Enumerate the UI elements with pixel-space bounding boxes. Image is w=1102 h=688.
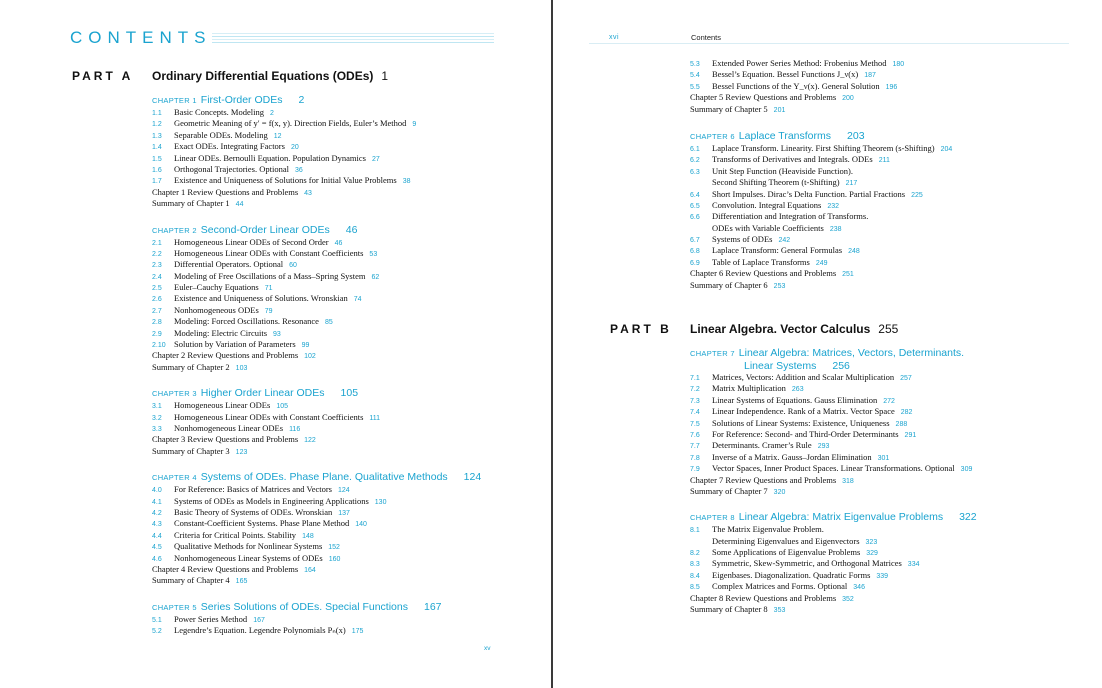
toc-entry[interactable]: 6.2 Transforms of Derivatives and Integrals. ODEs 211	[690, 154, 890, 165]
part-a-page: 1	[381, 69, 389, 83]
toc-entry[interactable]: 6.3 Unit Step Function (Heaviside Function).	[690, 165, 853, 176]
toc-entry[interactable]: 1.4 Exact ODEs. Integrating Factors 20	[152, 141, 299, 152]
running-head: Contents	[691, 33, 722, 42]
left-toc-column	[152, 94, 481, 636]
toc-entry[interactable]: 6.5 Convolution. Integral Equations 232	[690, 199, 839, 210]
toc-entry[interactable]: 3.2 Homogeneous Linear ODEs with Constant Coefficients 111	[152, 411, 381, 422]
toc-entry[interactable]: 4.1 Systems of ODEs as Models in Engineering Applications 130	[152, 495, 387, 506]
toc-entry[interactable]: Chapter 8 Review Questions and Problems 352	[690, 592, 854, 603]
toc-entry[interactable]: 6.7 Systems of ODEs 242	[690, 234, 791, 245]
toc-entry[interactable]: 2.4 Modeling of Free Oscillations of a Mass–Spring System 62	[152, 270, 380, 281]
toc-entry[interactable]: 8.3 Symmetric, Skew-Symmetric, and Orthogonal Matrices 334	[690, 558, 920, 569]
part-b-label: PART B	[610, 322, 672, 336]
toc-entry[interactable]: Chapter 1 Review Questions and Problems 43	[152, 186, 312, 197]
toc-entry[interactable]: 7.2 Matrix Multiplication 263	[690, 383, 804, 394]
chapter-heading[interactable]: CHAPTER 4 Systems of ODEs. Phase Plane. Qualitative Methods 124	[152, 471, 482, 484]
toc-entry[interactable]: ODEs with Variable Coefficients 238	[712, 222, 842, 233]
toc-entry[interactable]: 6.1 Laplace Transform. Linearity. First Shifting Theorem (s-Shifting) 204	[690, 142, 953, 153]
toc-entry[interactable]: 7.3 Linear Systems of Equations. Gauss Elimination 272	[690, 394, 895, 405]
toc-entry[interactable]: 2.6 Existence and Uniqueness of Solutions. Wronskian 74	[152, 293, 362, 304]
page-number: xvi	[609, 34, 620, 41]
toc-entry[interactable]: Summary of Chapter 4 165	[152, 575, 248, 586]
toc-entry[interactable]: Chapter 7 Review Questions and Problems 318	[690, 474, 854, 485]
toc-entry[interactable]: 2.8 Modeling: Forced Oscillations. Resonance 85	[152, 316, 333, 327]
right-toc-column-2	[690, 347, 977, 615]
toc-entry[interactable]: Second Shifting Theorem (t-Shifting) 217	[712, 177, 858, 188]
toc-entry[interactable]: Summary of Chapter 7 320	[690, 485, 786, 496]
toc-entry[interactable]: Chapter 6 Review Questions and Problems 251	[690, 268, 854, 279]
toc-entry[interactable]: 8.4 Eigenbases. Diagonalization. Quadratic Forms 339	[690, 569, 889, 580]
toc-entry[interactable]: 6.4 Short Impulses. Dirac’s Delta Function. Partial Fractions 225	[690, 188, 923, 199]
toc-entry[interactable]: Summary of Chapter 6 253	[690, 279, 786, 290]
toc-entry[interactable]: 4.6 Nonhomogeneous Linear Systems of ODEs 160	[152, 552, 341, 563]
part-b-page: 255	[878, 322, 899, 336]
part-b-title-text: Linear Algebra. Vector Calculus	[690, 322, 871, 336]
toc-entry[interactable]: Summary of Chapter 3 123	[152, 445, 248, 456]
toc-entry[interactable]: 5.3 Extended Power Series Method: Frobenius Method 180	[690, 58, 905, 68]
toc-entry[interactable]: 2.10 Solution by Variation of Parameters 99	[152, 339, 310, 350]
contents-heading: CONTENTS	[70, 28, 212, 47]
toc-entry[interactable]: Summary of Chapter 5 201	[690, 103, 786, 114]
toc-entry[interactable]: Summary of Chapter 2 103	[152, 361, 248, 372]
toc-entry[interactable]: 4.0 For Reference: Basics of Matrices and Vectors 124	[152, 484, 350, 495]
toc-entry[interactable]: 2.1 Homogeneous Linear ODEs of Second Order 46	[152, 236, 343, 247]
toc-entry[interactable]: 4.2 Basic Theory of Systems of ODEs. Wronskian 137	[152, 506, 350, 517]
toc-entry[interactable]: 2.9 Modeling: Electric Circuits 93	[152, 327, 281, 338]
toc-entry[interactable]: 7.7 Determinants. Cramer’s Rule 293	[690, 440, 830, 451]
toc-entry[interactable]: 7.6 For Reference: Second- and Third-Order Determinants 291	[690, 428, 917, 439]
toc-entry[interactable]: 4.3 Constant-Coefficient Systems. Phase Plane Method 140	[152, 518, 367, 529]
part-a-label: PART A	[72, 69, 134, 83]
right-page	[553, 0, 1102, 688]
toc-entry[interactable]: 6.8 Laplace Transform: General Formulas 248	[690, 245, 860, 256]
toc-entry[interactable]: 7.5 Solutions of Linear Systems: Existence, Uniqueness 288	[690, 417, 908, 428]
toc-entry[interactable]: 2.7 Nonhomogeneous ODEs 79	[152, 304, 273, 315]
toc-entry[interactable]: Chapter 2 Review Questions and Problems 102	[152, 350, 316, 361]
chapter-heading[interactable]: CHAPTER 8 Linear Algebra: Matrix Eigenvalue Problems 322	[690, 511, 977, 524]
toc-entry[interactable]: 2.5 Euler–Cauchy Equations 71	[152, 282, 273, 293]
toc-entry[interactable]: 1.2 Geometric Meaning of y′ = f(x, y). Direction Fields, Euler’s Method 9	[152, 118, 417, 129]
toc-entry[interactable]: 7.8 Inverse of a Matrix. Gauss–Jordan Elimination 301	[690, 451, 890, 462]
toc-entry[interactable]: 1.7 Existence and Uniqueness of Solutions for Initial Value Problems 38	[152, 175, 411, 186]
toc-entry[interactable]: Determining Eigenvalues and Eigenvectors 323	[712, 535, 878, 546]
toc-entry[interactable]: Summary of Chapter 8 353	[690, 604, 786, 615]
toc-entry[interactable]: 1.1 Basic Concepts. Modeling 2	[152, 107, 274, 117]
toc-entry[interactable]: 7.4 Linear Independence. Rank of a Matrix. Vector Space 282	[690, 406, 913, 417]
toc-entry[interactable]: 8.2 Some Applications of Eigenvalue Problems 329	[690, 547, 878, 558]
page-number: xv	[484, 645, 491, 652]
toc-entry[interactable]: 7.1 Matrices, Vectors: Addition and Scalar Multiplication 257	[690, 372, 912, 382]
toc-entry[interactable]: 2.3 Differential Operators. Optional 60	[152, 259, 297, 270]
toc-entry[interactable]: 7.9 Vector Spaces, Inner Product Spaces. Linear Transformations. Optional 309	[690, 463, 973, 474]
chapter-heading[interactable]: CHAPTER 1 First-Order ODEs 2	[152, 94, 305, 106]
toc-entry[interactable]: 4.5 Qualitative Methods for Nonlinear Systems 152	[152, 541, 340, 552]
chapter-heading[interactable]: CHAPTER 7 Linear Algebra: Matrices, Vectors, Determinants.	[690, 347, 965, 359]
toc-entry[interactable]: 1.6 Orthogonal Trajectories. Optional 36	[152, 163, 303, 174]
toc-entry[interactable]: 1.5 Linear ODEs. Bernoulli Equation. Population Dynamics 27	[152, 152, 380, 163]
chapter-heading[interactable]: CHAPTER 5 Series Solutions of ODEs. Special Functions 167	[152, 600, 442, 613]
toc-entry[interactable]: 5.2 Legendre’s Equation. Legendre Polynomials Pₙ(x) 175	[152, 625, 364, 636]
header-rule	[589, 43, 1069, 44]
toc-entry[interactable]: Chapter 3 Review Questions and Problems 122	[152, 434, 316, 445]
toc-entry[interactable]: 3.3 Nonhomogeneous Linear ODEs 116	[152, 422, 301, 433]
toc-entry[interactable]: 6.6 Differentiation and Integration of Transforms.	[690, 211, 869, 222]
toc-entry[interactable]: 4.4 Criteria for Critical Points. Stability 148	[152, 529, 314, 540]
toc-entry[interactable]: 5.4 Bessel’s Equation. Bessel Functions J_ν(x) 187	[690, 69, 876, 80]
toc-entry[interactable]: Chapter 5 Review Questions and Problems 200	[690, 92, 854, 103]
part-a-title-text: Ordinary Differential Equations (ODEs)	[152, 69, 374, 83]
toc-entry[interactable]: 8.1 The Matrix Eigenvalue Problem.	[690, 524, 824, 535]
toc-entry[interactable]: 1.3 Separable ODEs. Modeling 12	[152, 129, 282, 140]
toc-entry[interactable]: 3.1 Homogeneous Linear ODEs 105	[152, 400, 288, 411]
chapter-heading[interactable]: CHAPTER 3 Higher Order Linear ODEs 105	[152, 387, 359, 400]
toc-entry[interactable]: 6.9 Table of Laplace Transforms 249	[690, 256, 828, 267]
chapter-heading[interactable]: CHAPTER 6 Laplace Transforms 203	[690, 129, 865, 142]
toc-entry[interactable]: 5.1 Power Series Method 167	[152, 613, 265, 624]
chapter-heading-cont[interactable]: Linear Systems 256	[744, 360, 850, 372]
toc-entry[interactable]: Summary of Chapter 1 44	[152, 198, 244, 209]
part-b-title	[690, 322, 898, 336]
part-a-title	[152, 69, 388, 83]
toc-entry[interactable]: Chapter 4 Review Questions and Problems 164	[152, 563, 316, 574]
header-rules	[212, 33, 494, 45]
chapter-heading[interactable]: CHAPTER 2 Second-Order Linear ODEs 46	[152, 223, 358, 236]
toc-entry[interactable]: 5.5 Bessel Functions of the Y_ν(x). General Solution 196	[690, 80, 898, 91]
toc-entry[interactable]: 8.5 Complex Matrices and Forms. Optional 346	[690, 581, 865, 592]
toc-entry[interactable]: 2.2 Homogeneous Linear ODEs with Constant Coefficients 53	[152, 247, 378, 258]
right-toc-column	[690, 58, 952, 291]
